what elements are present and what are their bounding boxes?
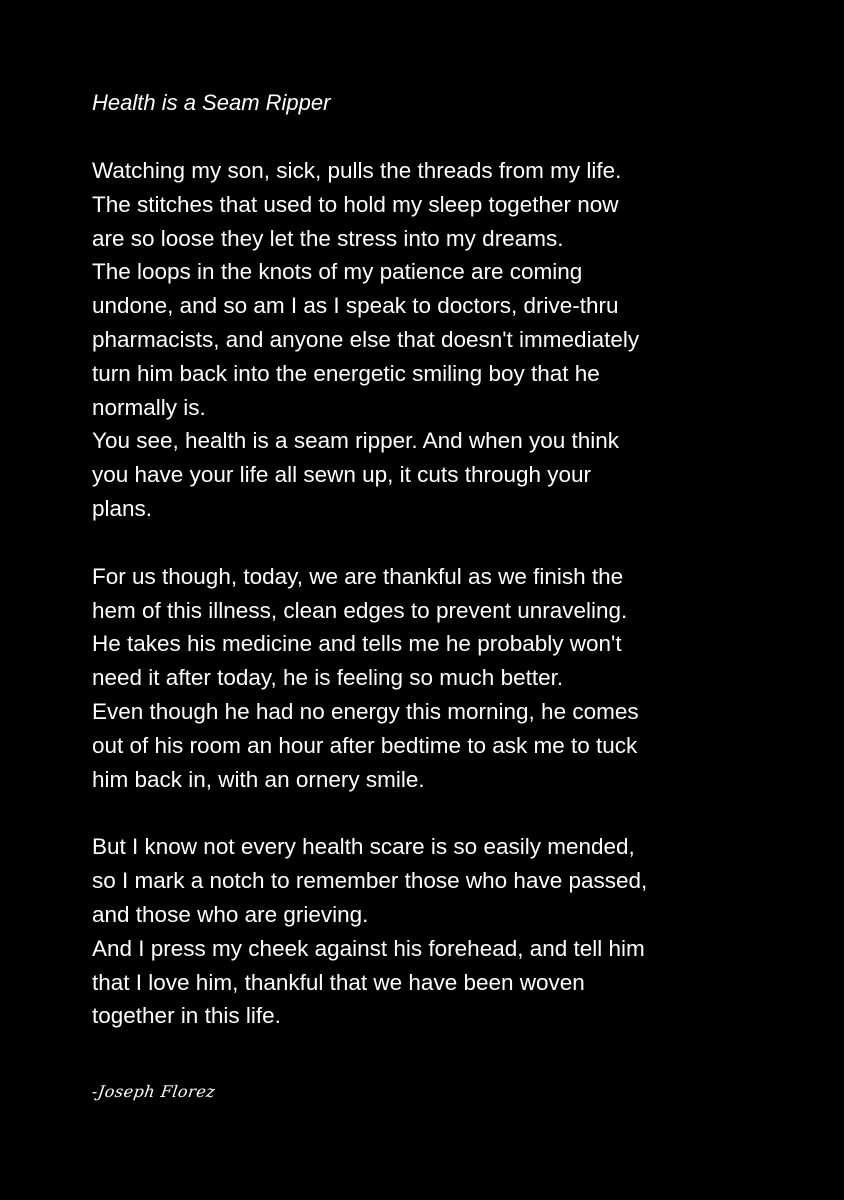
- poem-line: so I mark a notch to remember those who have passed,: [92, 868, 648, 894]
- poem-line: that I love him, thankful that we have been woven: [92, 969, 585, 995]
- poem-line: together in this life.: [92, 1003, 281, 1029]
- poem-line: For us though, today, we are thankful as we finish the: [92, 563, 624, 589]
- poem-line: turn him back into the energetic smiling boy that he: [92, 360, 600, 386]
- poem-line: You see, health is a seam ripper. And when you think: [92, 428, 620, 454]
- poem-line: And I press my cheek against his forehead, and tell him: [92, 935, 645, 961]
- author-signature: -Joseph Florez: [90, 1082, 217, 1102]
- poem-line: normally is.: [92, 394, 206, 420]
- poem-title: Health is a Seam Ripper: [92, 90, 331, 115]
- poem-line: The stitches that used to hold my sleep together now: [92, 191, 619, 217]
- poem-line: The loops in the knots of my patience are coming: [92, 259, 583, 285]
- stanza-1: [92, 154, 812, 526]
- poem-line: out of his room an hour after bedtime to ask me to tuck: [92, 732, 638, 758]
- poem-line: and those who are grieving.: [92, 901, 369, 927]
- stanza-2: [92, 560, 812, 797]
- poem-line: undone, and so am I as I speak to doctors, drive-thru: [92, 293, 619, 319]
- poem-line: pharmacists, and anyone else that doesn't immediately: [92, 326, 640, 352]
- poem-line: are so loose they let the stress into my dreams.: [92, 225, 564, 251]
- poem-line: him back in, with an ornery smile.: [92, 766, 425, 792]
- poem-line: you have your life all sewn up, it cuts through your: [92, 462, 592, 488]
- poem-page: [92, 86, 812, 1103]
- poem-line: He takes his medicine and tells me he probably won't: [92, 631, 622, 657]
- poem-line: Watching my son, sick, pulls the threads from my life.: [92, 158, 622, 183]
- poem-line: Even though he had no energy this morning, he comes: [92, 698, 639, 724]
- poem-line: hem of this illness, clean edges to prevent unraveling.: [92, 597, 628, 623]
- poem-line: need it after today, he is feeling so much better.: [92, 665, 564, 691]
- poem-line: plans.: [92, 495, 153, 521]
- stanza-3: [92, 830, 812, 1033]
- poem-line: But I know not every health scare is so easily mended,: [92, 834, 635, 860]
